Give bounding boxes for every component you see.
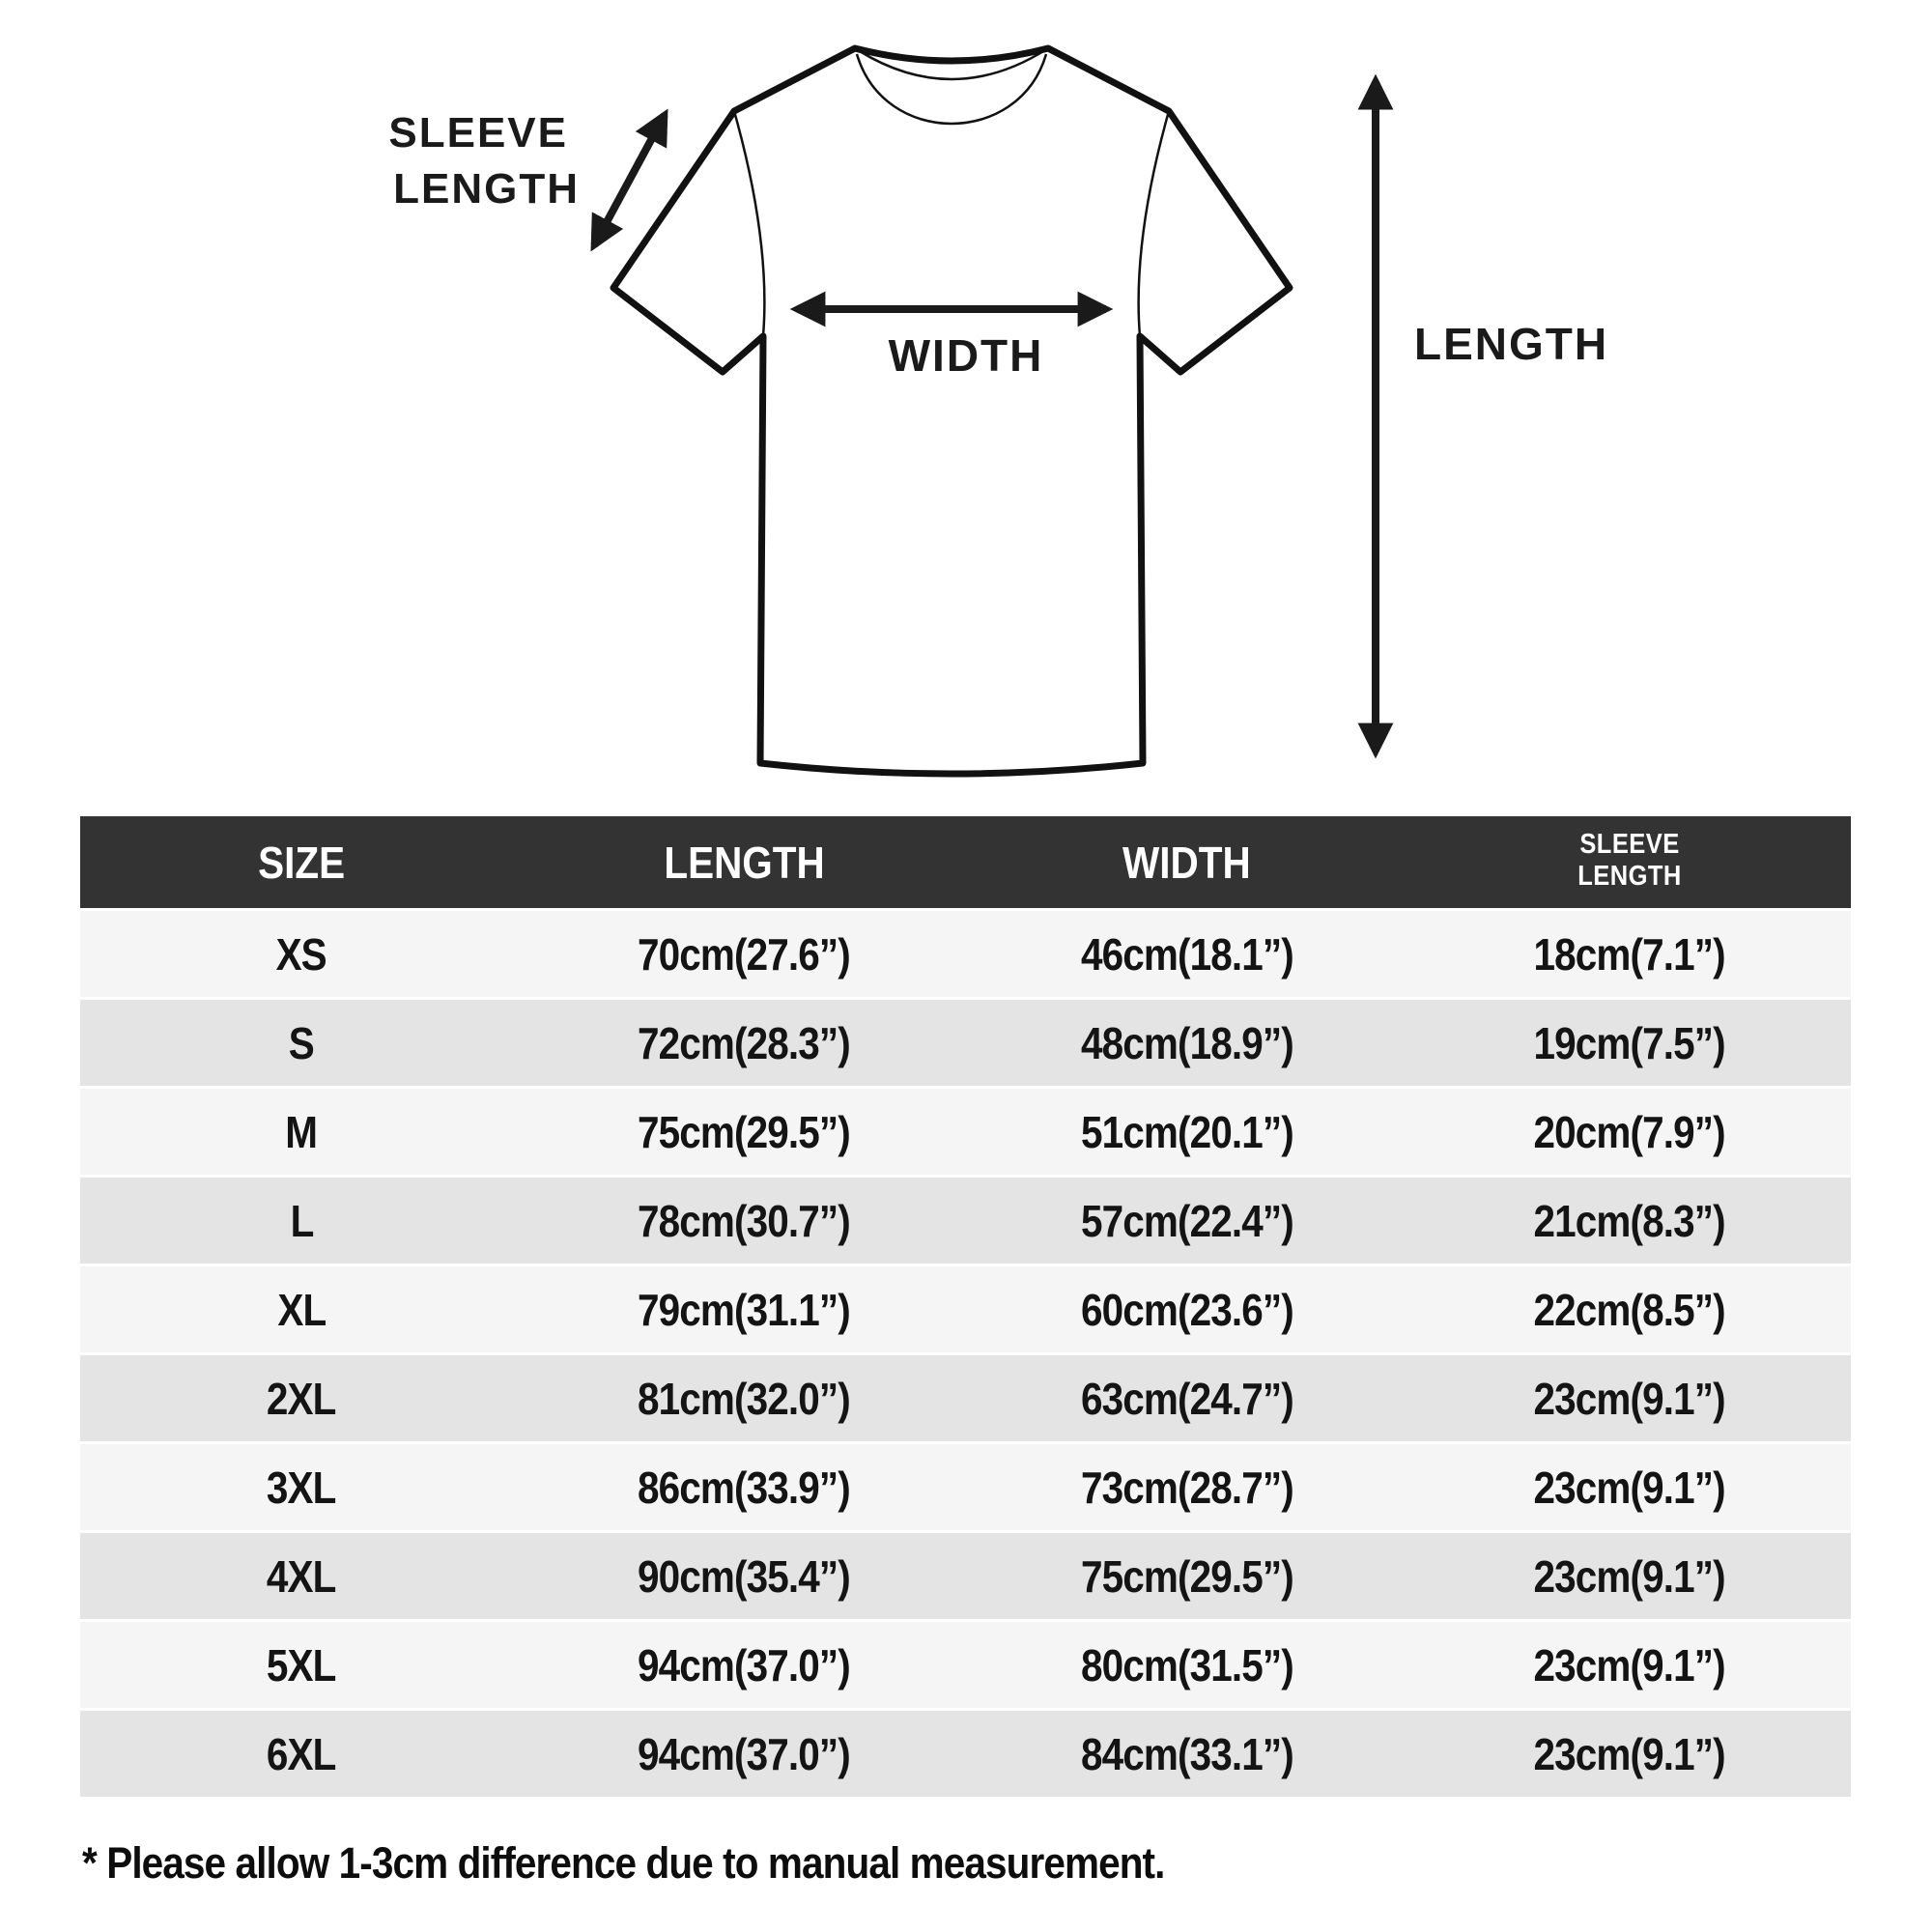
cell-length: 90cm(35.4”) bbox=[638, 1550, 851, 1602]
size-row-xl bbox=[80, 1264, 1851, 1352]
cell-length: 86cm(33.9”) bbox=[638, 1462, 851, 1513]
header-cell-width bbox=[966, 837, 1408, 889]
cell-size: XS bbox=[276, 928, 327, 980]
cell-width: 46cm(18.1”) bbox=[1080, 928, 1293, 980]
cell-sleeve: 19cm(7.5”) bbox=[1533, 1017, 1725, 1068]
header-width-label: WIDTH bbox=[1122, 837, 1251, 888]
cell-sleeve: 23cm(9.1”) bbox=[1533, 1639, 1725, 1690]
cell-size: S bbox=[289, 1017, 315, 1068]
cell-width: 63cm(24.7”) bbox=[1080, 1373, 1293, 1424]
cell-size: 6XL bbox=[267, 1728, 336, 1779]
size-row-2xl bbox=[80, 1352, 1851, 1441]
cell-sleeve: 20cm(7.9”) bbox=[1533, 1106, 1725, 1157]
cell-length: 79cm(31.1”) bbox=[638, 1284, 851, 1335]
size-row-5xl bbox=[80, 1619, 1851, 1708]
width-label: WIDTH bbox=[888, 330, 1044, 381]
right-armhole-seam bbox=[1139, 111, 1169, 336]
cell-width: 80cm(31.5”) bbox=[1080, 1639, 1293, 1690]
size-row-m bbox=[80, 1086, 1851, 1175]
cell-width: 75cm(29.5”) bbox=[1080, 1550, 1293, 1602]
cell-length: 81cm(32.0”) bbox=[638, 1373, 851, 1424]
cell-length: 78cm(30.7”) bbox=[638, 1195, 851, 1246]
cell-sleeve: 23cm(9.1”) bbox=[1533, 1462, 1725, 1513]
left-armhole-seam bbox=[734, 111, 764, 336]
tshirt-diagram-svg bbox=[0, 0, 1932, 816]
size-row-6xl bbox=[80, 1708, 1851, 1797]
cell-sleeve: 21cm(8.3”) bbox=[1533, 1195, 1725, 1246]
cell-size: L bbox=[290, 1195, 314, 1246]
cell-size: 3XL bbox=[267, 1462, 336, 1513]
size-row-l bbox=[80, 1175, 1851, 1264]
cell-width: 73cm(28.7”) bbox=[1080, 1462, 1293, 1513]
header-cell-length bbox=[523, 837, 965, 889]
measurement-disclaimer-text: * Please allow 1-3cm difference due to manual measurement. bbox=[82, 1838, 1165, 1888]
cell-width: 51cm(20.1”) bbox=[1080, 1106, 1293, 1157]
cell-size: 4XL bbox=[267, 1550, 336, 1602]
cell-length: 70cm(27.6”) bbox=[638, 928, 851, 980]
size-row-s bbox=[80, 997, 1851, 1086]
cell-sleeve: 23cm(9.1”) bbox=[1533, 1550, 1725, 1602]
size-row-xs bbox=[80, 908, 1851, 997]
cell-sleeve: 18cm(7.1”) bbox=[1533, 928, 1725, 980]
sleeve-length-label-line1: SLEEVE bbox=[388, 109, 568, 156]
header-cell-size bbox=[80, 837, 523, 889]
cell-sleeve: 23cm(9.1”) bbox=[1533, 1728, 1725, 1779]
header-length-label: LENGTH bbox=[664, 837, 825, 888]
cell-sleeve: 23cm(9.1”) bbox=[1533, 1373, 1725, 1424]
cell-length: 72cm(28.3”) bbox=[638, 1017, 851, 1068]
cell-width: 48cm(18.9”) bbox=[1080, 1017, 1293, 1068]
length-label: LENGTH bbox=[1414, 319, 1609, 369]
tshirt-outline bbox=[613, 48, 1290, 774]
cell-size: M bbox=[285, 1106, 318, 1157]
cell-width: 84cm(33.1”) bbox=[1080, 1728, 1293, 1779]
size-row-4xl bbox=[80, 1530, 1851, 1619]
header-size-label: SIZE bbox=[258, 837, 346, 888]
cell-size: 5XL bbox=[267, 1639, 336, 1690]
cell-length: 94cm(37.0”) bbox=[638, 1728, 851, 1779]
cell-sleeve: 22cm(8.5”) bbox=[1533, 1284, 1725, 1335]
cell-width: 60cm(23.6”) bbox=[1080, 1284, 1293, 1335]
size-chart-table bbox=[80, 816, 1851, 1797]
header-sleeve-length-label: SLEEVE LENGTH bbox=[1577, 829, 1682, 892]
size-row-3xl bbox=[80, 1441, 1851, 1530]
measurement-disclaimer bbox=[82, 1838, 1821, 1889]
cell-length: 94cm(37.0”) bbox=[638, 1639, 851, 1690]
cell-size: 2XL bbox=[267, 1373, 336, 1424]
table-header-row bbox=[80, 816, 1851, 908]
cell-length: 75cm(29.5”) bbox=[638, 1106, 851, 1157]
tshirt-measurement-diagram bbox=[0, 0, 1932, 816]
cell-size: XL bbox=[277, 1284, 327, 1335]
header-cell-sleeve-length bbox=[1408, 829, 1851, 895]
sleeve-length-label-line2: LENGTH bbox=[393, 165, 580, 213]
cell-width: 57cm(22.4”) bbox=[1080, 1195, 1293, 1246]
